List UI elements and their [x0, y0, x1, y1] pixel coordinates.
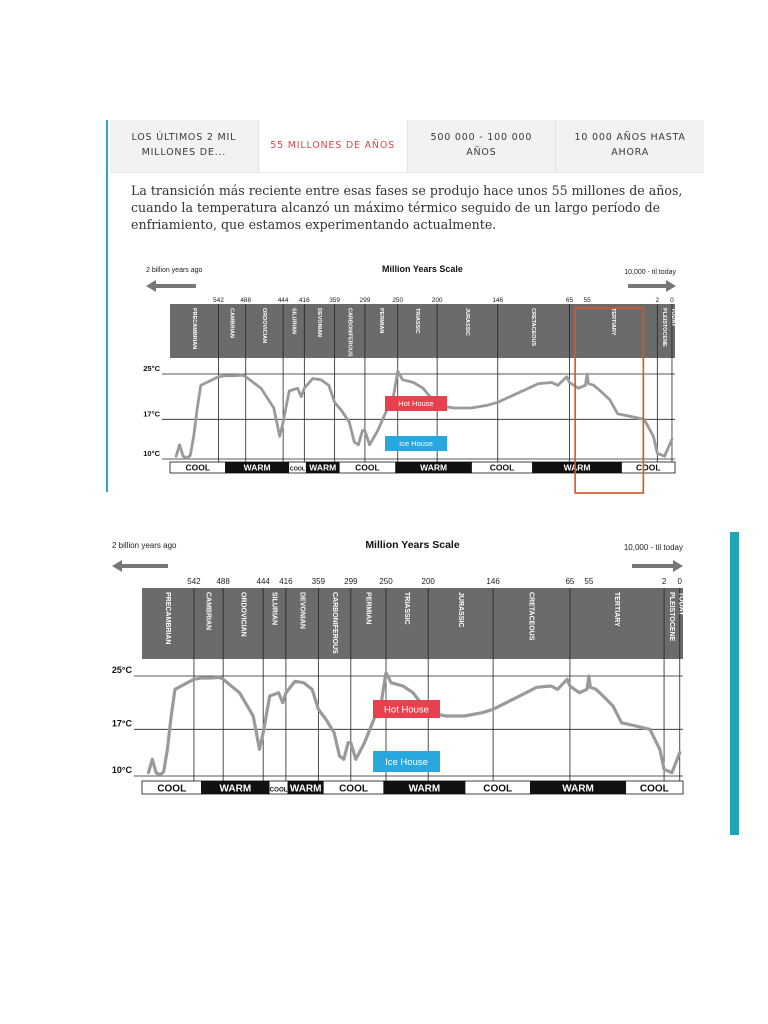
x-tick-label: 146 — [486, 577, 500, 586]
climate-chart — [108, 540, 686, 798]
period-label-pleistocene: PLEISTOCENE — [668, 592, 676, 642]
climate-chart-highlighted — [140, 262, 678, 488]
climate-phase-label: WARM — [408, 783, 441, 795]
ice-house-label: Ice House — [385, 756, 428, 768]
climate-phase-label: WARM — [420, 462, 448, 473]
chart-title: Million Years Scale — [365, 539, 460, 551]
tab-500000-100000-years[interactable] — [408, 120, 557, 172]
period-label-permian: PERMIAN — [364, 592, 372, 625]
y-tick-label: 17°C — [143, 409, 160, 419]
x-tick-label: 542 — [187, 577, 201, 586]
climate-phase-label: WARM — [309, 462, 337, 473]
period-label-cambrian: CAMBRIAN — [204, 592, 212, 631]
x-tick-label: 200 — [431, 297, 443, 304]
x-tick-label: 542 — [213, 297, 224, 304]
forward-in-time-arrow-icon — [632, 560, 683, 572]
climate-phase-label: WARM — [243, 462, 271, 473]
description-paragraph: La transición más reciente entre esas fases se produjo hace unos 55 millones de años, cuando la temperatura alcanzó un máximo térmico seguido de un largo período de enfriamiento, que estamos experimentando actualmente. — [131, 183, 683, 232]
period-label-carboniferous: CARBONIFEROUS — [330, 592, 338, 654]
left-accent-bar — [106, 120, 108, 492]
climate-phase-label: COOL — [269, 786, 288, 794]
x-tick-label: 416 — [298, 297, 310, 304]
x-tick-label: 146 — [492, 297, 504, 304]
x-tick-label: 0 — [670, 297, 674, 304]
climate-phase-label: COOL — [157, 783, 187, 795]
right-note: 10,000 - til today — [623, 543, 683, 552]
climate-phase-label: WARM — [562, 783, 594, 795]
y-tick-label: 10°C — [143, 449, 160, 458]
period-label-today: TODAY — [670, 308, 677, 327]
x-tick-label: 2 — [661, 577, 667, 586]
period-label-tertiary: TERTIARY — [609, 308, 616, 336]
period-label-silurian: SILURIAN — [270, 592, 278, 626]
x-tick-label: 488 — [216, 577, 230, 586]
period-label-cambrian: CAMBRIAN — [228, 308, 235, 338]
climate-phase-label: COOL — [339, 783, 368, 795]
y-tick-label: 10°C — [111, 765, 132, 775]
y-tick-label: 25°C — [111, 665, 132, 675]
tab-label: LOS ÚLTIMOS 2 MIL MILLONES DE... — [131, 132, 237, 158]
period-label-ordovician: ORDOVICIAN — [260, 308, 267, 344]
y-tick-label: 25°C — [143, 364, 160, 373]
climate-phase-label: COOL — [639, 783, 669, 795]
x-tick-label: 2 — [655, 297, 660, 304]
period-label-devonian: DEVONIAN — [316, 308, 323, 338]
x-tick-label: 65 — [565, 577, 575, 586]
x-tick-label: 299 — [359, 297, 371, 304]
x-tick-label: 359 — [329, 297, 341, 304]
tab-55-million-years[interactable] — [259, 120, 408, 172]
period-label-carboniferous: CARBONIFEROUS — [346, 308, 353, 357]
tab-10000-years-now[interactable] — [556, 120, 704, 172]
climate-phase-label: COOL — [489, 462, 515, 473]
right-note: 10,000 - til today — [624, 269, 676, 276]
period-label-precambrian: PRECAMBRIAN — [164, 592, 172, 645]
x-tick-label: 444 — [277, 297, 289, 304]
x-tick-label: 200 — [421, 577, 435, 586]
hot-house-label: Hot House — [398, 399, 434, 409]
period-label-jurassic: JURASSIC — [463, 308, 470, 336]
x-tick-label: 359 — [311, 577, 326, 586]
tab-label: 500 000 - 100 000 AÑOS — [430, 132, 533, 158]
back-in-time-arrow-icon — [146, 280, 196, 292]
x-tick-label: 65 — [565, 297, 574, 304]
climate-phase-label: COOL — [635, 462, 661, 473]
x-tick-label: 0 — [677, 577, 682, 586]
climate-phase-label: COOL — [355, 462, 380, 473]
left-note: 2 billion years ago — [146, 267, 203, 274]
back-in-time-arrow-icon — [112, 560, 168, 572]
period-label-silurian: SILURIAN — [290, 308, 297, 334]
forward-in-time-arrow-icon — [628, 280, 676, 292]
tab-label: 55 MILLONES DE AÑOS — [270, 139, 395, 151]
y-tick-label: 17°C — [111, 718, 132, 729]
left-note: 2 billion years ago — [112, 541, 177, 550]
tab-2000-million-years[interactable] — [110, 120, 259, 172]
x-tick-label: 250 — [392, 297, 404, 304]
x-tick-label: 299 — [344, 577, 358, 586]
period-label-ordovician: ORDOVICIAN — [239, 592, 247, 637]
climate-phase-label: COOL — [185, 462, 211, 473]
period-label-pleistocene: PLEISTOCENE — [661, 308, 668, 347]
era-tabs — [110, 120, 704, 173]
period-label-devonian: DEVONIAN — [298, 592, 306, 629]
period-label-today: TODAY — [677, 592, 685, 616]
period-label-triassic: TRIASSIC — [413, 308, 420, 334]
x-tick-label: 488 — [240, 297, 252, 304]
x-tick-label: 416 — [279, 577, 293, 586]
right-accent-bar — [730, 532, 739, 835]
x-tick-label: 55 — [584, 577, 594, 586]
ice-house-label: Ice House — [399, 439, 433, 449]
period-label-precambrian: PRECAMBRIAN — [190, 308, 197, 350]
period-label-permian: PERMIAN — [377, 308, 384, 334]
climate-phase-label: WARM — [289, 783, 322, 795]
x-tick-label: 250 — [379, 577, 393, 586]
hot-house-label: Hot House — [384, 704, 429, 716]
period-label-triassic: TRIASSIC — [403, 592, 411, 625]
climate-phase-label: COOL — [483, 783, 513, 795]
period-label-cretaceous: CRETACEOUS — [527, 592, 535, 641]
period-label-jurassic: JURASSIC — [456, 592, 464, 628]
period-label-cretaceous: CRETACEOUS — [530, 308, 537, 347]
chart-title: Million Years Scale — [382, 264, 463, 274]
climate-phase-label: WARM — [563, 462, 591, 473]
x-tick-label: 55 — [583, 297, 591, 304]
climate-phase-label: WARM — [219, 783, 252, 795]
x-tick-label: 444 — [256, 577, 270, 586]
period-label-tertiary: TERTIARY — [613, 592, 621, 627]
climate-phase-label: COOL — [289, 466, 306, 473]
tab-label: 10 000 AÑOS HASTA AHORA — [574, 132, 686, 158]
